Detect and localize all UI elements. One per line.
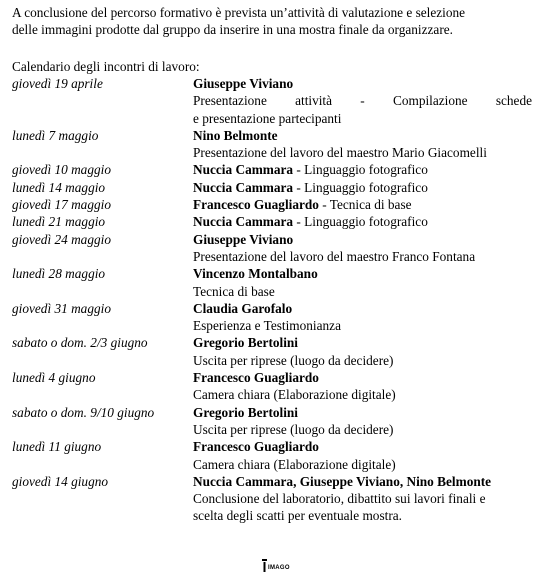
entry-date: lunedì 11 giugno bbox=[12, 439, 102, 455]
entry-date: lunedì 28 maggio bbox=[12, 266, 106, 282]
entry-date: giovedì 24 maggio bbox=[12, 231, 111, 247]
entry-speaker: Giuseppe Viviano bbox=[193, 231, 294, 247]
schedule-list bbox=[12, 75, 532, 525]
entry-speaker: Gregorio Bertolini bbox=[193, 335, 298, 351]
entry-description: Camera chiara (Elaborazione digitale) bbox=[193, 387, 396, 403]
schedule-entry bbox=[12, 473, 532, 525]
entry-speaker: Francesco Guagliardo bbox=[193, 197, 319, 213]
entry-heading bbox=[193, 265, 532, 282]
entry-details bbox=[193, 196, 532, 213]
entry-date: lunedì 7 maggio bbox=[12, 127, 99, 143]
entry-heading bbox=[193, 127, 532, 144]
entry-details bbox=[193, 231, 532, 266]
entry-date: giovedì 19 aprile bbox=[12, 76, 103, 91]
entry-details bbox=[193, 179, 532, 196]
entry-description: Presentazione del lavoro del maestro Franco Fontana bbox=[193, 248, 476, 264]
entry-description: Presentazione attività - Compilazione schede bbox=[193, 93, 532, 109]
schedule-entry bbox=[12, 213, 532, 230]
entry-details bbox=[193, 300, 532, 335]
entry-details bbox=[193, 369, 532, 404]
entry-description: Conclusione del laboratorio, dibattito sui lavori finali e bbox=[193, 491, 486, 507]
entry-date: sabato o dom. 9/10 giugno bbox=[12, 404, 155, 420]
entry-date: giovedì 10 maggio bbox=[12, 162, 111, 178]
logo-text: IMAGO bbox=[268, 565, 290, 571]
entry-heading bbox=[193, 300, 532, 317]
entry-heading bbox=[193, 473, 532, 490]
entry-date: giovedì 14 giugno bbox=[12, 473, 109, 489]
entry-description: Esperienza e Testimonianza bbox=[193, 318, 341, 334]
calendar-title: Calendario degli incontri di lavoro: bbox=[12, 59, 200, 74]
entry-topic: - Tecnica di base bbox=[318, 197, 412, 213]
schedule-entry bbox=[12, 75, 532, 127]
intro-line: delle immagini prodotte dal gruppo da inserire in una mostra finale da organizzare. bbox=[12, 22, 453, 38]
entry-description: Camera chiara (Elaborazione digitale) bbox=[193, 456, 396, 472]
schedule-entry bbox=[12, 265, 532, 300]
schedule-entry bbox=[12, 196, 532, 213]
entry-date: lunedì 21 maggio bbox=[12, 214, 106, 230]
entry-heading bbox=[193, 213, 532, 230]
entry-description: Tecnica di base bbox=[193, 283, 275, 299]
entry-date: sabato o dom. 2/3 giugno bbox=[12, 335, 148, 351]
schedule-entry bbox=[12, 334, 532, 369]
entry-speaker: Francesco Guagliardo bbox=[193, 370, 319, 386]
entry-heading bbox=[193, 438, 532, 455]
entry-heading bbox=[193, 75, 532, 92]
entry-heading bbox=[193, 369, 532, 386]
schedule-entry bbox=[12, 369, 532, 404]
entry-details bbox=[193, 438, 532, 473]
entry-topic: - Linguaggio fotografico bbox=[293, 179, 428, 195]
entry-heading bbox=[193, 404, 532, 421]
entry-description: Uscita per riprese (luogo da decidere) bbox=[193, 352, 394, 368]
entry-details bbox=[193, 334, 532, 369]
schedule-entry bbox=[12, 179, 532, 196]
schedule-entry bbox=[12, 127, 532, 162]
schedule-entry bbox=[12, 161, 532, 178]
entry-speaker: Nuccia Cammara, Giuseppe Viviano, Nino Belmonte bbox=[193, 473, 492, 489]
entry-speaker: Nuccia Cammara bbox=[193, 179, 294, 195]
entry-topic: - Linguaggio fotografico bbox=[293, 162, 428, 178]
entry-date: giovedì 17 maggio bbox=[12, 197, 111, 213]
entry-details bbox=[193, 213, 532, 230]
entry-description: Presentazione del lavoro del maestro Mario Giacomelli bbox=[193, 145, 487, 161]
entry-details bbox=[193, 127, 532, 162]
intro-line: A conclusione del percorso formativo è prevista un’attività di valutazione e selezione bbox=[12, 5, 466, 20]
entry-details bbox=[193, 473, 532, 525]
entry-heading bbox=[193, 334, 532, 351]
entry-description: e presentazione partecipanti bbox=[193, 110, 342, 126]
entry-speaker: Giuseppe Viviano bbox=[193, 76, 294, 91]
entry-heading bbox=[193, 196, 532, 213]
entry-speaker: Gregorio Bertolini bbox=[193, 404, 298, 420]
imago-logo bbox=[262, 559, 290, 572]
schedule-entry bbox=[12, 404, 532, 439]
entry-description: scelta degli scatti per eventuale mostra. bbox=[193, 508, 402, 524]
entry-speaker: Claudia Garofalo bbox=[193, 300, 293, 316]
entry-details bbox=[193, 75, 532, 127]
entry-speaker: Francesco Guagliardo bbox=[193, 439, 319, 455]
entry-heading bbox=[193, 179, 532, 196]
schedule-entry bbox=[12, 438, 532, 473]
entry-heading bbox=[193, 231, 532, 248]
entry-speaker: Nuccia Cammara bbox=[193, 162, 294, 178]
entry-details bbox=[193, 265, 532, 300]
entry-topic: - Linguaggio fotografico bbox=[293, 214, 428, 230]
entry-details bbox=[193, 161, 532, 178]
entry-description: Uscita per riprese (luogo da decidere) bbox=[193, 421, 394, 437]
entry-speaker: Nuccia Cammara bbox=[193, 214, 294, 230]
schedule-entry bbox=[12, 300, 532, 335]
imago-logo-icon bbox=[262, 559, 267, 572]
entry-speaker: Vincenzo Montalbano bbox=[193, 266, 318, 282]
entry-speaker: Nino Belmonte bbox=[193, 127, 278, 143]
schedule-entry bbox=[12, 231, 532, 266]
entry-heading bbox=[193, 161, 532, 178]
entry-date: lunedì 14 maggio bbox=[12, 179, 106, 195]
entry-details bbox=[193, 404, 532, 439]
entry-date: lunedì 4 giugno bbox=[12, 370, 96, 386]
intro-paragraph bbox=[12, 4, 532, 39]
entry-date: giovedì 31 maggio bbox=[12, 300, 111, 316]
